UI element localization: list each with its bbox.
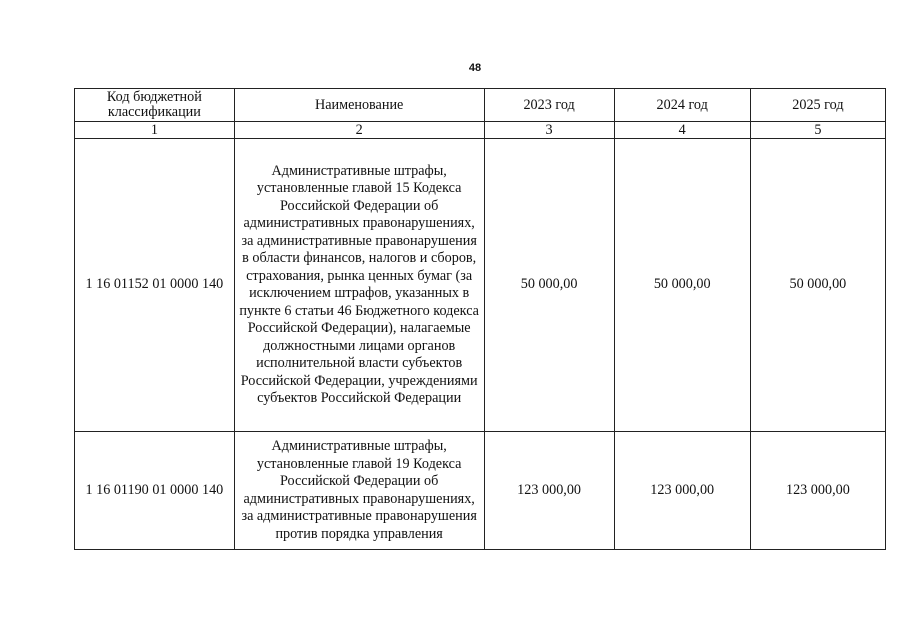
amount-2023-cell: 50 000,00 [484, 139, 614, 432]
page-number: 48 [468, 62, 482, 74]
column-index: 5 [750, 122, 885, 139]
table-header-row [75, 89, 886, 122]
amount-2025-cell: 50 000,00 [750, 139, 885, 432]
column-index: 4 [614, 122, 750, 139]
amount-2024-cell: 123 000,00 [614, 432, 750, 550]
amount-2024-cell: 50 000,00 [614, 139, 750, 432]
header-year-2024: 2024 год [614, 89, 750, 122]
table-row [75, 139, 886, 432]
column-index: 3 [484, 122, 614, 139]
header-year-2023: 2023 год [484, 89, 614, 122]
header-name: Наименование [234, 89, 484, 122]
name-cell: Административные штрафы, установленные главой 19 Кодекса Российской Федерации об административных правонарушениях, за административные правонарушения против порядка управления [234, 432, 484, 550]
column-index: 1 [75, 122, 235, 139]
budget-table [74, 88, 886, 550]
header-year-2025: 2025 год [750, 89, 885, 122]
name-cell: Административные штрафы, установленные главой 15 Кодекса Российской Федерации об административных правонарушениях, за административные правонарушения в области финансов, налогов и сборов, страхования, рынка ценных бумаг (за исключением штрафов, указанных в пункте 6 статьи 46 Бюджетного кодекса Российской Федерации), налагаемые должностными лицами органов исполнительной власти субъектов Российской Федерации, учреждениями субъектов Российской Федерации [234, 139, 484, 432]
table-row [75, 432, 886, 550]
amount-2023-cell: 123 000,00 [484, 432, 614, 550]
header-code: Код бюджетной классификации [75, 89, 235, 122]
budget-code-cell: 1 16 01152 01 0000 140 [75, 139, 235, 432]
budget-code-cell: 1 16 01190 01 0000 140 [75, 432, 235, 550]
column-index: 2 [234, 122, 484, 139]
column-index-row [75, 122, 886, 139]
amount-2025-cell: 123 000,00 [750, 432, 885, 550]
